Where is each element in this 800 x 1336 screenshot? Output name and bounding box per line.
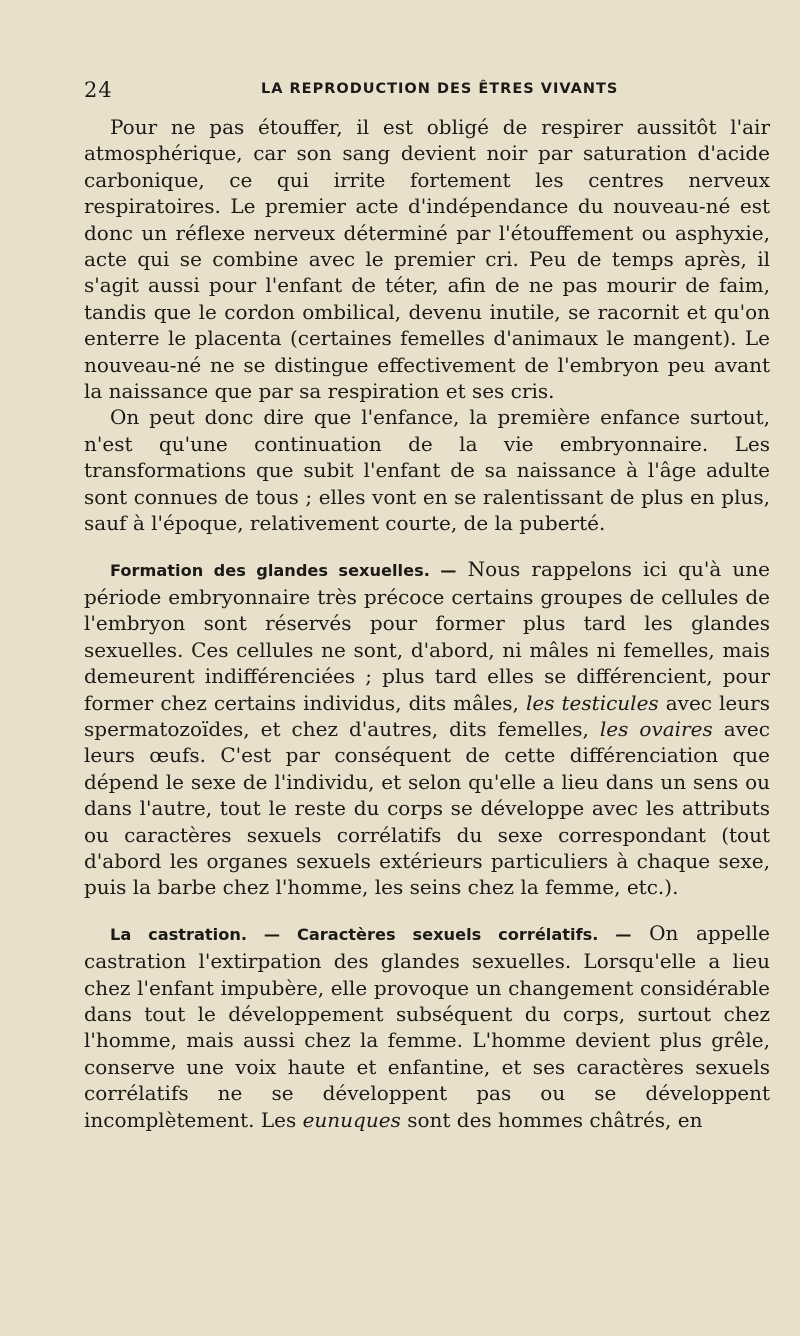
paragraph-4-text-b: sont des hommes châtrés, en bbox=[400, 1107, 703, 1132]
paragraph-3-text-c: avec leurs œufs. C'est par conséquent de cette différenciation que dépend le sexe de l'individu, et selon qu'elle a lieu dans un sens ou dans l'autre, tout le reste du corps se développe avec les attributs ou caractères sexuels corrélatifs du sexe correspondant (tout d'abord les organes sexuels extérieurs particuliers à chaque sexe, puis la barbe chez l'homme, les seins chez la femme, etc.). bbox=[84, 716, 770, 900]
term-ovaires: les ovaires bbox=[599, 716, 713, 741]
term-eunuques: eunuques bbox=[302, 1107, 401, 1132]
page-number: 24 bbox=[84, 78, 113, 102]
paragraph-3 bbox=[84, 556, 770, 901]
paragraph-3-text-a: Nous rappelons ici qu'à une période embryonnaire très précoce certains groupes de cellules de l'embryon sont réservés pour former plus tard les glandes sexuelles. Ces cellules ne sont, d'abord, ni mâles ni femelles, mais demeurent indifférenciées ; plus tard elles se différencient, pour former chez certains individus, dits mâles, bbox=[84, 556, 770, 715]
paragraph-4 bbox=[84, 920, 770, 1133]
page-header bbox=[84, 78, 764, 102]
section-heading-castration: La castration. — Caractères sexuels corrélatifs. — bbox=[110, 924, 632, 944]
paragraph-3-text-b: avec leurs spermatozoïdes, et chez d'autres, dits femelles, bbox=[84, 690, 770, 741]
section-heading-formation: Formation des glandes sexuelles. — bbox=[110, 560, 457, 580]
paragraph-1: Pour ne pas étouffer, il est obligé de respirer aussitôt l'air atmosphérique, car son sang devient noir par saturation d'acide carbonique, ce qui irrite fortement les centres nerveux respiratoires. Le premier acte d'indépendance du nouveau-né est donc un réflexe nerveux déterminé par l'étouffement ou asphyxie, acte qui se combine avec le premier cri. Peu de temps après, il s'agit aussi pour l'enfant de téter, afin de ne pas mourir de faim, tandis que le cordon ombilical, devenu inutile, se racornit et qu'on enterre le placenta (certaines femelles d'animaux le mangent). Le nouveau-né ne se distingue effectivement de l'embryon peu avant la naissance que par sa respiration et ses cris. bbox=[84, 115, 770, 404]
body-text bbox=[84, 114, 770, 1133]
paragraph-2: On peut donc dire que l'enfance, la première enfance surtout, n'est qu'une continuation de la vie embryonnaire. Les transformations que subit l'enfant de sa naissance à l'âge adulte sont connues de tous ; elles vont en se ralentissant de plus en plus, sauf à l'époque, relativement courte, de la puberté. bbox=[84, 405, 770, 536]
paragraph-4-text-a: On appelle castration l'extirpation des glandes sexuelles. Lorsqu'elle a lieu chez l'enfant impubère, elle provoque un changement considérable dans tout le développement subséquent du corps, surtout chez l'homme, mais aussi chez la femme. L'homme devient plus grêle, conserve une voix haute et enfantine, et ses caractères sexuels corrélatifs ne se développent pas ou se développent incomplètement. Les bbox=[84, 920, 770, 1132]
term-testicules: les testicules bbox=[525, 690, 659, 715]
running-title: LA REPRODUCTION DES ÊTRES VIVANTS bbox=[261, 81, 619, 97]
